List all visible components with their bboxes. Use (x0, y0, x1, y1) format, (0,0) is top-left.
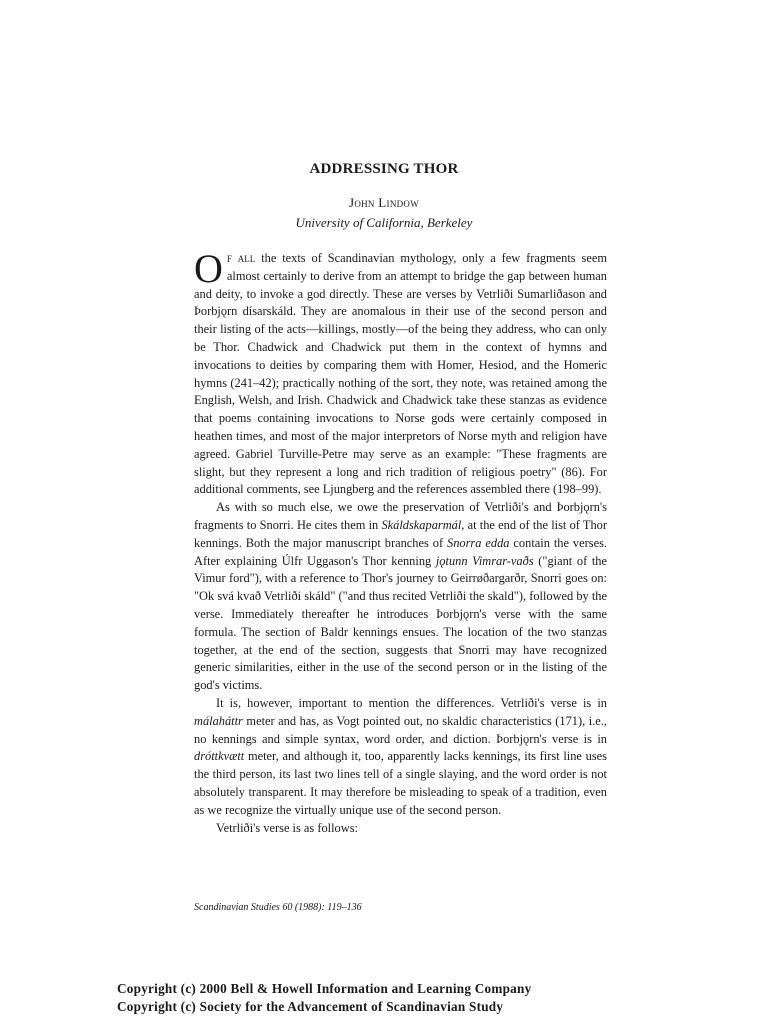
drop-cap: O (194, 246, 223, 291)
author-affiliation: University of California, Berkeley (295, 215, 473, 230)
paragraph-4-text: Vetrliði's verse is as follows: (216, 820, 358, 835)
kenning-jotunn: jǫtunn Vimrar-vaðs (435, 553, 534, 568)
paragraph-4 (194, 820, 607, 838)
paragraph-3-text-a: It is, however, important to mention the differences. Vetrliði's verse is in (216, 695, 607, 710)
paragraph-2-text-c: contain the verses. After explaining Úlfr Uggason's Thor kenning (194, 535, 607, 568)
paragraph-2-text-a: As with so much else, we owe the preservation of Vetrliði's and Þorbjǫrn's fragments to Snorri. He cites them in (194, 500, 607, 532)
article-body (194, 246, 608, 837)
meter-drottkvaett: dróttkvætt (194, 749, 245, 764)
title-skaldskaparmal: Skáldskaparmál (381, 517, 462, 532)
paragraph-3-text-b: meter and has, as Vogt pointed out, no skaldic characteristics (171), i.e., no kennings and simple syntax, word order, and diction. Þorbjǫrn's verse is in (194, 713, 607, 746)
author-name: John Lindow (348, 195, 420, 210)
paragraph-2-text-d: ("giant of the Vimur ford"), with a reference to Thor's journey to Geirrøðargarðr, Snorri goes on: "Ok svá kvað Vetrliði skáld" ("and thus recited Vetrliði the skald"), followed by the verse. Immediately thereafter he introduces Þorbjǫrn's verse with the same formula. The section of Baldr kennings ensues. The location of the two stanzas together, at the end of the section, suggests that Snorri may have recognized generic similarities, either in the use of the second person or in the listing of the god's victims. (194, 553, 607, 693)
paragraph-2-text-b: , at the end of the list of Thor kennings. Both the major manuscript branches of (194, 517, 608, 550)
copyright-line-1: Copyright (c) 2000 Bell & Howell Information and Learning Company (117, 981, 532, 996)
paragraph-1 (194, 246, 607, 499)
journal-citation: Scandinavian Studies 60 (1988): 119–136 (194, 902, 362, 913)
title-snorra-edda: Snorra edda (447, 535, 510, 550)
copyright-line-2: Copyright (c) Society for the Advancement of Scandinavian Study (117, 999, 504, 1014)
meter-malahattr: málaháttr (194, 713, 243, 728)
paragraph-3 (194, 695, 607, 820)
article-title: ADDRESSING THOR (309, 161, 459, 177)
paragraph-1-text: the texts of Scandinavian mythology, only a few fragments seem almost certainly to derive from an attempt to bridge the gap between human and deity, to invoke a god directly. These are verses by Vetrliði Sumarliðason and Þorbjǫrn dísarskáld. They are anomalous in their use of the second person and their listing of the acts—killings, mostly—of the being they address, who can only be Thor. Chadwick and Chadwick put them in the context of hymns and invocations to deities by comparing them with Homer, Hesiod, and the Homeric hymns (241–42); practically nothing of the sort, they note, was retained among the English, Welsh, and Irish. Chadwick and Chadwick take these stanzas as evidence that poems containing invocations to Norse gods were certainly composed in heathen times, and most of the major interpretors of Norse myth and religion have agreed. Gabriel Turville-Petre may serve as an example: "These fragments are slight, but they represent a long and rich tradition of religious poetry" (86). For additional comments, see Ljungberg and the references assembled there (198–99). (194, 251, 607, 497)
paragraph-3-text-c: meter, and although it, too, apparently lacks kennings, its first line uses the third person, its last two lines tell of a single slaying, and the word order is not absolutely transparent. It may therefore be misleading to speak of a tradition, even as we recognize the virtually unique use of the second person. (194, 749, 607, 817)
paragraph-2 (194, 499, 607, 695)
lead-in: f all (226, 251, 256, 265)
